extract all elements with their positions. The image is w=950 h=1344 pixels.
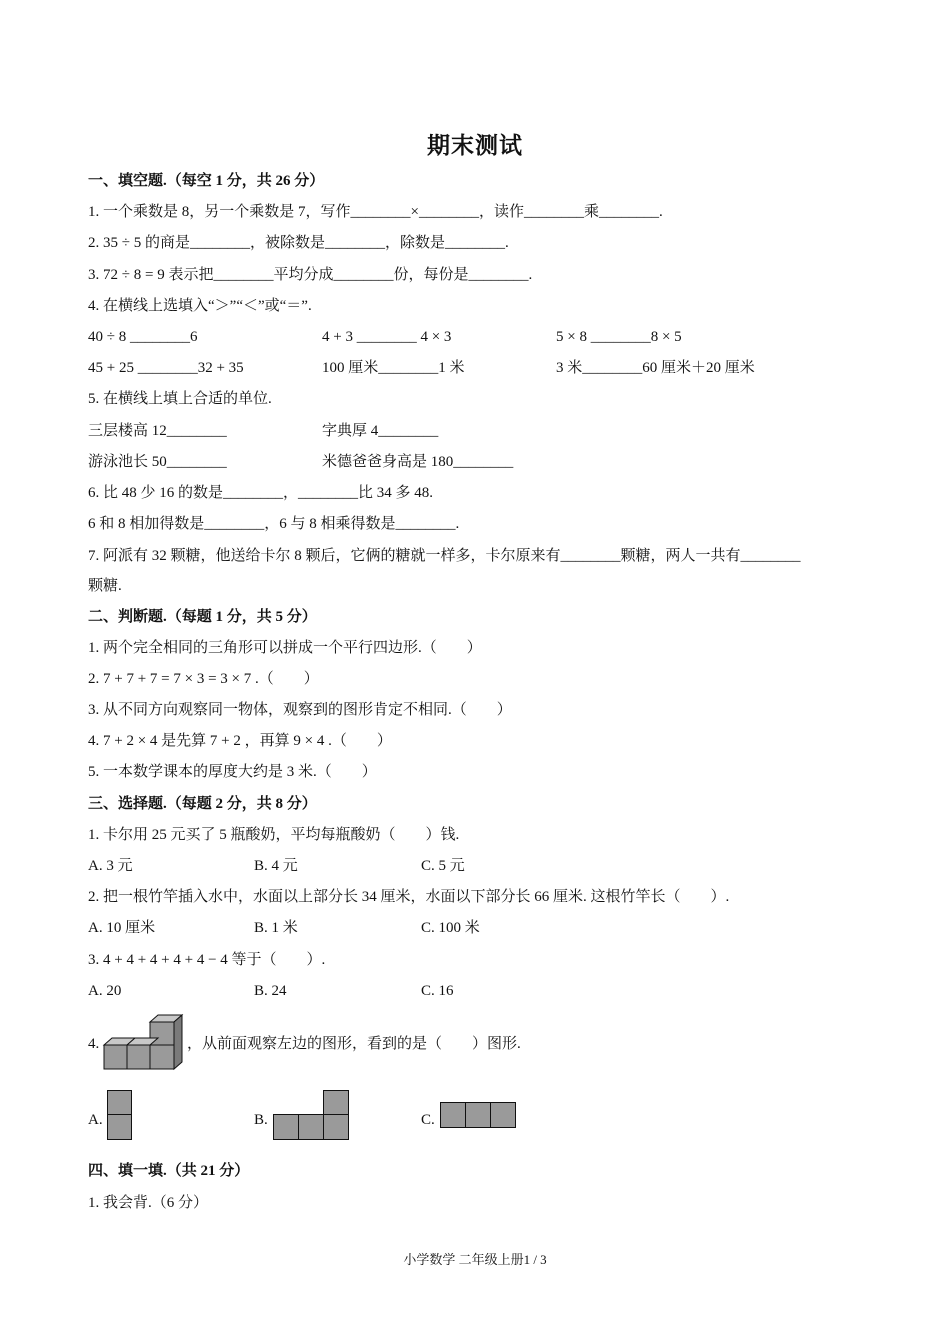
option-b: B. 1 米 <box>254 920 298 936</box>
q1-4-item: 45 + 25 ________32 + 35 <box>88 360 244 376</box>
option-c: C. 5 元 <box>421 858 465 874</box>
q3-4-number: 4. <box>88 1036 100 1052</box>
section-3-heading: 三、选择题.（每题 2 分，共 8 分） <box>88 796 317 812</box>
option-b-figure <box>273 1090 350 1142</box>
option-c: C. 100 米 <box>421 920 480 936</box>
q1-6b: 6 和 8 相加得数是________，6 与 8 相乘得数是________. <box>88 516 460 532</box>
q1-5-item: 米德爸爸身高是 180________ <box>322 454 514 470</box>
option-c: C. 16 <box>421 983 454 999</box>
option-a: A. 3 元 <box>88 858 133 874</box>
option-a-figure <box>107 1090 133 1142</box>
q1-4-item: 5 × 8 ________8 × 5 <box>556 329 682 345</box>
option-a: A. 20 <box>88 983 122 999</box>
option-a: A. 10 厘米 <box>88 920 156 936</box>
q1-2: 2. 35 ÷ 5 的商是________，被除数是________，除数是________. <box>88 235 509 251</box>
q4-1: 1. 我会背.（6 分） <box>88 1195 209 1211</box>
q1-5-item: 三层楼高 12________ <box>88 423 227 439</box>
q1-4-item: 4 + 3 ________ 4 × 3 <box>322 329 452 345</box>
q3-4-text: ，从前面观察左边的图形，看到的是（ ）图形. <box>187 1036 521 1052</box>
q1-6a: 6. 比 48 少 16 的数是________，________比 34 多 48. <box>88 485 434 501</box>
option-b: B. <box>254 1112 268 1128</box>
section-1-heading: 一、填空题.（每空 1 分，共 26 分） <box>88 173 325 189</box>
q3-2: 2. 把一根竹竿插入水中，水面以上部分长 34 厘米，水面以下部分长 66 厘米. 这根竹竿长（ ）. <box>88 889 730 905</box>
option-b: B. 24 <box>254 983 287 999</box>
q2-1: 1. 两个完全相同的三角形可以拼成一个平行四边形.（ ） <box>88 640 482 656</box>
q3-3: 3. 4 + 4 + 4 + 4 + 4 − 4 等于（ ）. <box>88 952 326 968</box>
q1-4-item: 3 米________60 厘米＋20 厘米 <box>556 360 755 376</box>
q1-4-item: 40 ÷ 8 ________6 <box>88 329 198 345</box>
option-c: C. <box>421 1112 435 1128</box>
q1-5: 5. 在横线上填上合适的单位. <box>88 391 272 407</box>
q1-5-item: 字典厚 4________ <box>322 423 439 439</box>
q2-2: 2. 7 + 7 + 7 = 7 × 3 = 3 × 7 .（ ） <box>88 671 319 687</box>
q1-7a: 7. 阿派有 32 颗糖，他送给卡尔 8 颗后，它俩的糖就一样多，卡尔原来有________颗糖，两人一共有________ <box>88 548 801 564</box>
q2-4: 4. 7 + 2 × 4 是先算 7 + 2 ，再算 9 × 4 .（ ） <box>88 733 392 749</box>
q2-3: 3. 从不同方向观察同一物体，观察到的图形肯定不相同.（ ） <box>88 702 512 718</box>
page-title: 期末测试 <box>427 133 523 158</box>
q1-7b: 颗糖. <box>88 578 122 594</box>
cube-figure <box>101 1012 187 1072</box>
section-2-heading: 二、判断题.（每题 1 分，共 5 分） <box>88 609 317 625</box>
option-b: B. 4 元 <box>254 858 298 874</box>
q1-4-item: 100 厘米________1 米 <box>322 360 465 376</box>
q1-5-item: 游泳池长 50________ <box>88 454 227 470</box>
q1-1: 1. 一个乘数是 8，另一个乘数是 7，写作________×________，读作________乘________. <box>88 204 663 220</box>
q1-4: 4. 在横线上选填入“＞”“＜”或“＝”. <box>88 298 312 314</box>
option-c-figure <box>440 1102 517 1129</box>
option-a: A. <box>88 1112 103 1128</box>
q3-1: 1. 卡尔用 25 元买了 5 瓶酸奶，平均每瓶酸奶（ ）钱. <box>88 827 460 843</box>
q1-3: 3. 72 ÷ 8 = 9 表示把________平均分成________份，每份是________. <box>88 267 533 283</box>
page-footer: 小学数学 二年级上册1 / 3 <box>403 1252 547 1267</box>
section-4-heading: 四、填一填.（共 21 分） <box>88 1163 250 1179</box>
q2-5: 5. 一本数学课本的厚度大约是 3 米.（ ） <box>88 764 377 780</box>
